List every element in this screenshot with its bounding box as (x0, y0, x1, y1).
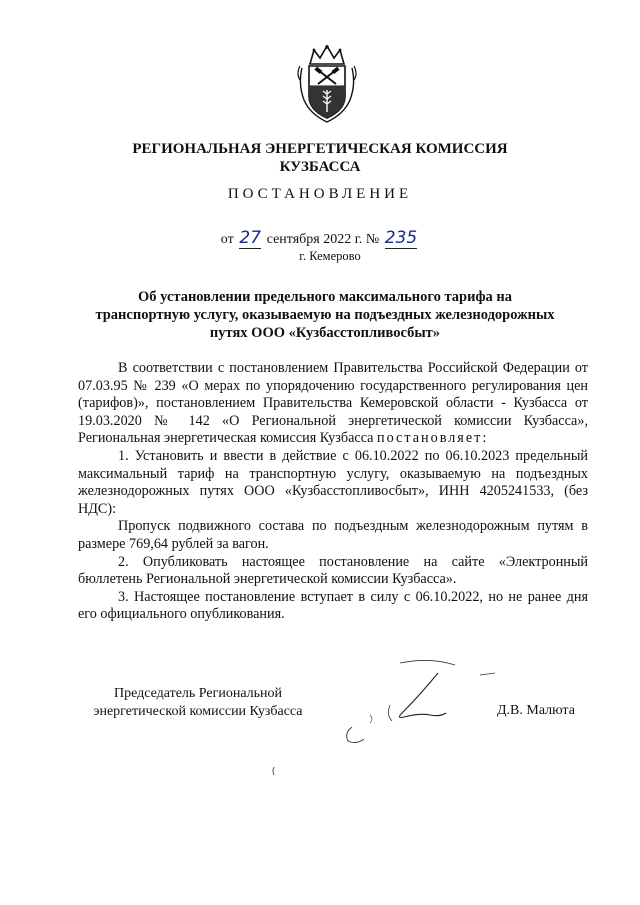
city: г. Кемерово (299, 249, 361, 263)
paragraph-item-3: 3. Настоящее постановление вступает в силу с 06.10.2022, но не ранее дня его официального опубликования. (78, 588, 588, 623)
paragraph-preamble (78, 360, 588, 448)
paragraph-item-2: 2. Опубликовать настоящее постановление на сайте «Электронный бюллетень Региональной энергетической комиссии Кузбасса». (78, 553, 588, 588)
organization-name (0, 140, 640, 176)
resolves-word: постановляет: (377, 430, 489, 447)
handwritten-signature (330, 655, 500, 745)
organization-name-line2: КУЗБАССА (279, 159, 361, 175)
title-line3: путях ООО «Кузбасстопливосбыт» (209, 325, 441, 341)
preamble-text: В соответствии с постановлением Правительства Российской Федерации от 07.03.95 № 239 «О мерах по упорядочению государственного регулирования цен (тарифов)», постановлением Правительства Кемеровской области - Кузбасса от 19.03.2020 № 142 «О Региональной энергетической комиссии Кузбасса», Региональная энергетическая комиссия Кузбасса (78, 360, 588, 447)
position-line1: Председатель Региональной (113, 686, 283, 701)
document-body (78, 360, 588, 624)
handwritten-number: 235 (384, 228, 418, 248)
scan-mark-icon (270, 766, 278, 776)
title-line1: Об установлении предельного максимального тарифа на (138, 289, 512, 305)
number-label: № (365, 232, 380, 247)
paragraph-tariff: Пропуск подвижного состава по подъездным железнодорожным путям в размере 769,64 рублей за вагон. (78, 518, 588, 552)
signatory-name: Д.В. Малюта (497, 703, 575, 718)
organization-name-line1: РЕГИОНАЛЬНАЯ ЭНЕРГЕТИЧЕСКАЯ КОМИССИЯ (132, 141, 508, 157)
title-line2: транспортную услугу, оказываемую на подъездных железнодорожных (95, 307, 555, 323)
coat-of-arms-icon (296, 44, 358, 126)
handwritten-day: 27 (239, 228, 262, 248)
date-month-year: сентября 2022 г. (266, 232, 363, 247)
signatory-position (78, 685, 318, 721)
document-title (70, 288, 580, 342)
date-prefix: от (220, 232, 234, 247)
document-type: ПОСТАНОВЛЕНИЕ (227, 186, 413, 202)
position-line2: энергетической комиссии Кузбасса (93, 704, 303, 719)
paragraph-item-1: 1. Установить и ввести в действие с 06.10.2022 по 06.10.2023 предельный максимальный тариф на транспортную услугу, оказываемую на подъездных железнодорожных путях ООО «Кузбасстопливосбыт», ИНН 4205241533, (без НДС): (78, 447, 588, 517)
date-line (0, 228, 640, 249)
